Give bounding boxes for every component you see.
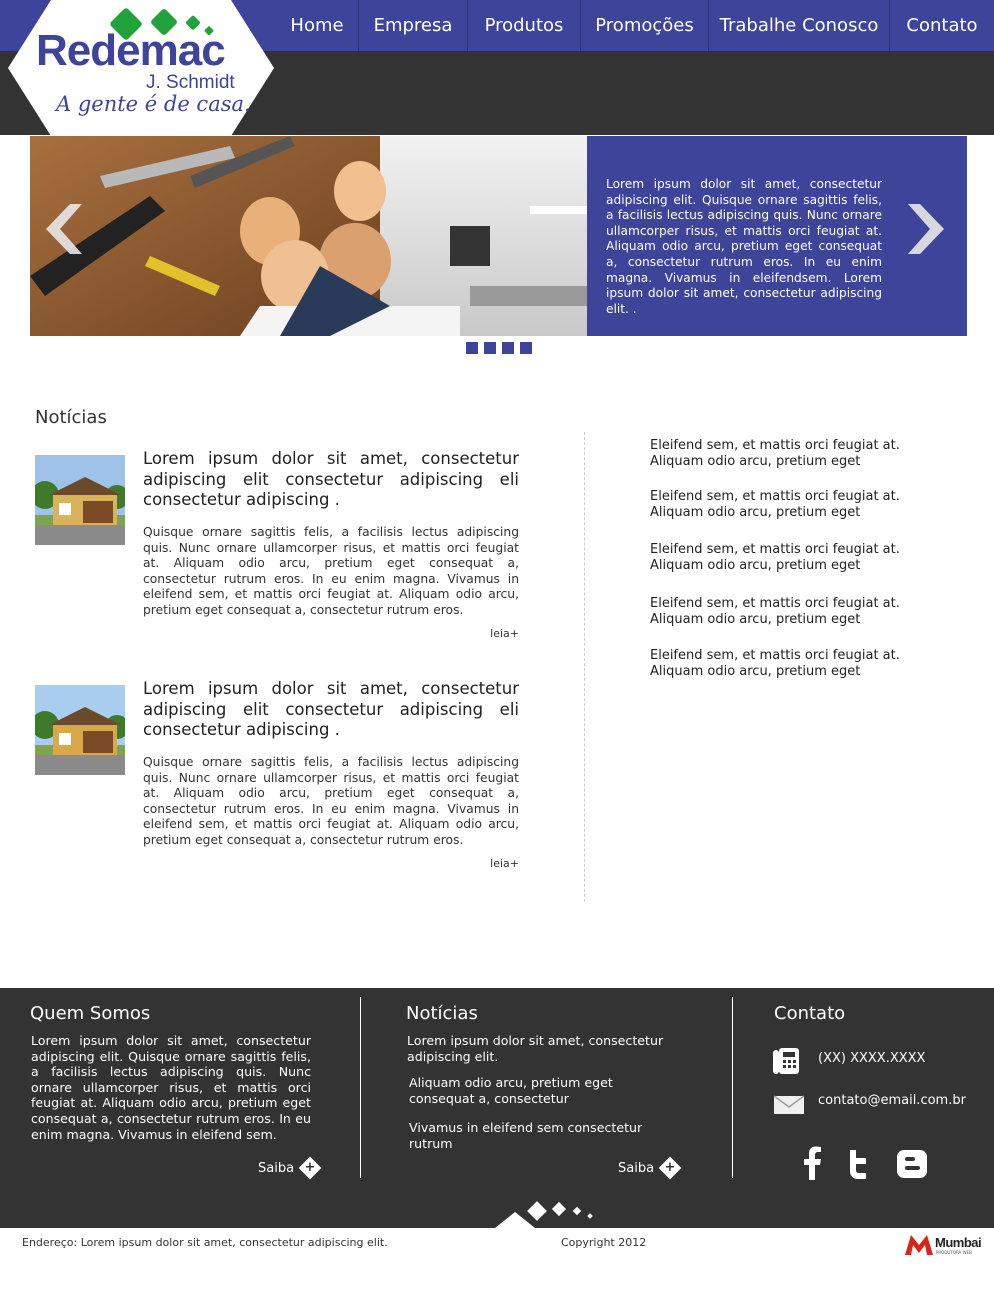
contact-phone[interactable]: (XX) XXXX.XXXX <box>818 1051 926 1066</box>
twitter-icon[interactable] <box>844 1146 874 1180</box>
side-news-item[interactable]: Eleifend sem, et mattis orci feugiat at. Aliquam odio arcu, pretium eget <box>650 542 900 573</box>
plus-icon: + <box>299 1157 322 1180</box>
facebook-icon[interactable] <box>798 1146 828 1180</box>
main-nav <box>276 0 994 51</box>
logo-subtitle: J. Schmidt <box>146 72 235 93</box>
article-thumbnail[interactable] <box>35 685 125 775</box>
footer-news-item[interactable]: Aliquam odio arcu, pretium eget consequat a, consectetur <box>409 1075 613 1106</box>
footer-news-item[interactable]: Lorem ipsum dolor sit amet, consectetur adipiscing elit. <box>407 1033 664 1064</box>
blogger-icon[interactable] <box>897 1146 927 1180</box>
footer-news-more[interactable] <box>618 1160 678 1176</box>
logo-slogan: A gente é de casa. <box>56 92 251 116</box>
mail-icon <box>774 1094 804 1116</box>
nav-promocoes[interactable]: Promoções <box>580 0 708 51</box>
hero-slider <box>30 136 967 336</box>
logo-name: Redemac <box>36 26 225 75</box>
footer-contact-title: Contato <box>774 1003 846 1024</box>
side-news-item[interactable]: Eleifend sem, et mattis orci feugiat at. Aliquam odio arcu, pretium eget <box>650 596 900 627</box>
footer-copyright: Copyright 2012 <box>561 1236 647 1249</box>
footer-about-more[interactable] <box>258 1160 318 1176</box>
chevron-right-icon[interactable] <box>908 204 950 254</box>
footer-about-text: Lorem ipsum dolor sit amet, consectetur adipiscing elit. Quisque ornare sagittis felis, a facilisis lectus adipiscing quis. Nunc ornare ullamcorper risus, et mattis orci feugiat at. Aliquam odio arcu, pretium eget consequat a, consectetur rutrum eros. In eu enim magna. Vivamus in eleifend sem. <box>31 1033 311 1142</box>
footer-address: Endereço: Lorem ipsum dolor sit amet, consectetur adipiscing elit. <box>22 1236 388 1249</box>
phone-icon <box>773 1046 803 1080</box>
article-headline[interactable]: Lorem ipsum dolor sit amet, consectetur adipiscing elit consectetur adipiscing eli consectetur adipiscing . <box>143 679 519 739</box>
slide-image <box>30 136 587 336</box>
article-thumbnail[interactable] <box>35 455 125 545</box>
footer <box>0 988 994 1228</box>
article-body: Quisque ornare sagittis felis, a facilisis lectus adipiscing quis. Nunc ornare ullamcorper risus, et mattis orci feugiat at. Aliquam odio arcu, pretium eget consequat a, consectetur rutrum eros. In eu enim magna. Vivamus in eleifend sem, et mattis orci feugiat at. Aliquam odio arcu, pretium eget consequat a, consectetur rutrum eros. <box>143 525 519 617</box>
footer-news-item[interactable]: Vivamus in eleifend sem consectetur rutrum <box>409 1120 643 1151</box>
slider-dot[interactable] <box>502 342 514 354</box>
mumbai-credit: Mumbai <box>935 1235 982 1250</box>
slider-dot[interactable] <box>484 342 496 354</box>
logo[interactable] <box>6 0 276 136</box>
plus-icon: + <box>659 1157 682 1180</box>
news-divider <box>584 432 585 902</box>
side-news-item[interactable]: Eleifend sem, et mattis orci feugiat at. Aliquam odio arcu, pretium eget <box>650 438 900 469</box>
footer-about-title: Quem Somos <box>30 1003 151 1024</box>
nav-contato[interactable]: Contato <box>889 0 994 51</box>
footer-divider <box>360 997 361 1178</box>
saiba-label: Saiba <box>618 1160 655 1176</box>
side-news-item[interactable]: Eleifend sem, et mattis orci feugiat at. Aliquam odio arcu, pretium eget <box>650 648 900 679</box>
read-more-link[interactable]: leia+ <box>490 627 519 640</box>
read-more-link[interactable]: leia+ <box>490 857 519 870</box>
footer-news-title: Notícias <box>406 1003 478 1024</box>
nav-empresa[interactable]: Empresa <box>358 0 467 51</box>
chevron-left-icon[interactable] <box>40 204 82 254</box>
article-headline[interactable]: Lorem ipsum dolor sit amet, consectetur adipiscing elit consectetur adipiscing eli consectetur adipiscing . <box>143 449 519 509</box>
slider-dot[interactable] <box>520 342 532 354</box>
contact-email[interactable]: contato@email.com.br <box>818 1093 966 1108</box>
mumbai-credit-sub: PRODUTORA WEB <box>936 1250 972 1255</box>
slide-caption-text: Lorem ipsum dolor sit amet, consectetur adipiscing elit. Quisque ornare sagittis felis, a facilisis lectus adipiscing quis. Nunc ornare ullamcorper risus, et mattis orci feugiat at. Aliquam odio arcu, pretium eget consequat a, consectetur rutrum eros. In eu enim magna. Vivamus in eleifendsem. Lorem ipsum dolor sit amet, consectetur adipiscing elit. . <box>606 177 882 316</box>
side-news-item[interactable]: Eleifend sem, et mattis orci feugiat at. Aliquam odio arcu, pretium eget <box>650 489 900 520</box>
slider-dot[interactable] <box>466 342 478 354</box>
diamond-decoration <box>490 1198 600 1228</box>
nav-home[interactable]: Home <box>290 15 344 36</box>
header <box>0 0 994 135</box>
nav-produtos[interactable]: Produtos <box>467 0 580 51</box>
mumbai-logo-icon[interactable] <box>905 1233 935 1257</box>
nav-trabalhe-conosco[interactable]: Trabalhe Conosco <box>708 0 889 51</box>
news-section-title: Notícias <box>35 407 107 428</box>
slider-dots <box>466 342 532 354</box>
footer-divider <box>732 997 733 1178</box>
article-body: Quisque ornare sagittis felis, a facilisis lectus adipiscing quis. Nunc ornare ullamcorper risus, et mattis orci feugiat at. Aliquam odio arcu, pretium eget consequat a, consectetur rutrum eros. In eu enim magna. Vivamus in eleifend sem, et mattis orci feugiat at. Aliquam odio arcu, pretium eget consequat a, consectetur rutrum eros. <box>143 755 519 847</box>
bottom-bar <box>0 1228 994 1300</box>
saiba-label: Saiba <box>258 1160 295 1176</box>
